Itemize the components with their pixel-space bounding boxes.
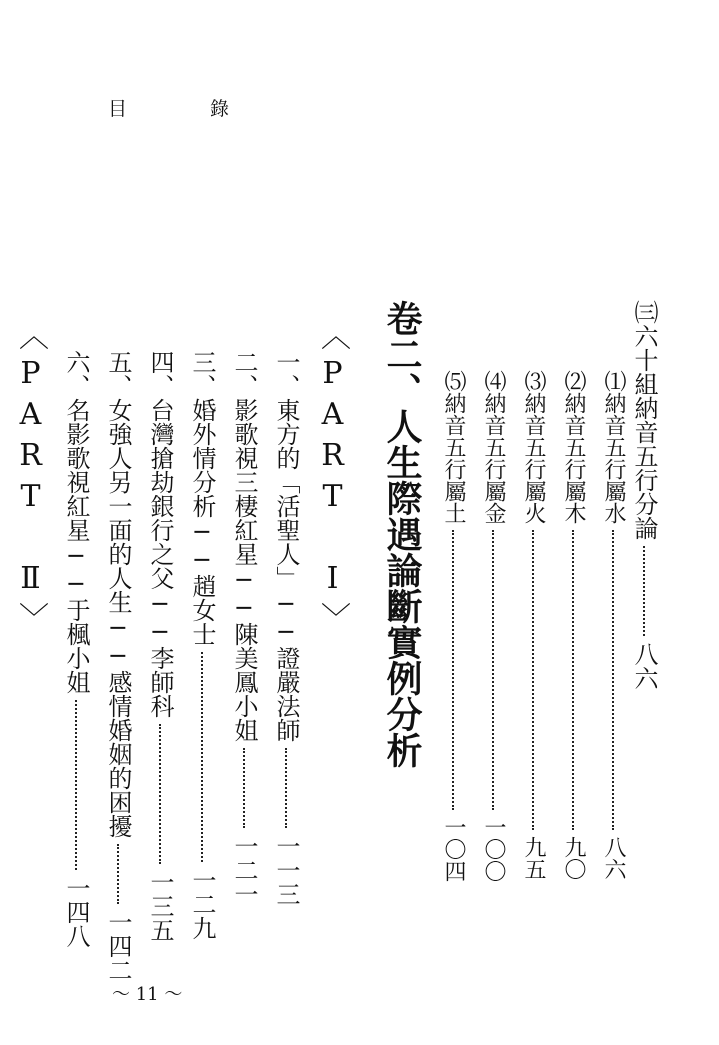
leader-dots xyxy=(243,748,245,828)
leader-dots xyxy=(532,530,534,830)
toc-entry[interactable] xyxy=(186,300,218,940)
toc-entry-page: 一〇〇 xyxy=(481,816,506,882)
toc-entry[interactable] xyxy=(144,300,176,940)
toc-subentry[interactable] xyxy=(438,300,468,940)
table-of-contents xyxy=(13,300,660,982)
toc-entry-label: 二、影歌視三棲紅星──陳美鳳小姐 xyxy=(230,350,258,742)
page-header-title: 目 錄 xyxy=(108,98,262,120)
leader-dots xyxy=(572,530,574,830)
toc-entry-label: ⑷納音五行屬金 xyxy=(481,370,506,524)
toc-subentry[interactable] xyxy=(478,300,508,940)
toc-entry-label: ㈢六十組納音五行分論 xyxy=(630,300,658,540)
leader-dots xyxy=(285,748,287,828)
toc-entry-label: ⑵納音五行屬木 xyxy=(561,370,586,524)
toc-entry-page: 一四二 xyxy=(104,910,132,982)
part-heading xyxy=(312,300,352,638)
leader-dots xyxy=(201,652,203,862)
toc-subentry[interactable] xyxy=(598,300,628,940)
toc-entry-page: 一二一 xyxy=(230,834,258,906)
toc-entry-label: 四、台灣搶劫銀行之父──李師科 xyxy=(146,350,174,718)
toc-subentry[interactable] xyxy=(558,300,588,940)
section-heading xyxy=(376,300,428,820)
leader-dots xyxy=(612,530,614,830)
toc-entry-label: ⑶納音五行屬火 xyxy=(521,370,546,524)
toc-entry-page: 一一三 xyxy=(272,834,300,906)
page-number: ～ 11 ～ xyxy=(112,984,183,1005)
toc-entry-page: 九五 xyxy=(521,836,546,880)
leader-dots xyxy=(159,724,161,864)
toc-entry-page: 一〇四 xyxy=(441,816,466,882)
part-heading-label: 〈PART Ⅱ〉 xyxy=(13,320,48,638)
part-heading xyxy=(10,300,50,638)
toc-entry-page: 一三五 xyxy=(146,870,174,942)
toc-entry-label: 五、女強人另一面的人生──感情婚姻的困擾 xyxy=(104,350,132,838)
toc-entry-label: ⑸納音五行屬土 xyxy=(441,370,466,524)
leader-dots xyxy=(452,530,454,810)
leader-dots xyxy=(643,546,645,636)
section-heading-label: 卷二、人生際遇論斷實例分析 xyxy=(381,300,423,768)
leader-dots xyxy=(117,844,119,904)
toc-entry-label: ⑴納音五行屬水 xyxy=(601,370,626,524)
toc-entry-page: 九〇 xyxy=(561,836,586,880)
toc-entry-page: 八六 xyxy=(630,642,658,690)
toc-entry[interactable] xyxy=(270,300,302,940)
toc-entry-label: 六、名影歌視紅星──于楓小姐 xyxy=(62,350,90,694)
toc-entry-page: 八六 xyxy=(601,836,626,880)
toc-entry[interactable] xyxy=(60,300,92,948)
toc-subentry[interactable] xyxy=(518,300,548,940)
toc-entry-page: 一四八 xyxy=(62,876,90,948)
toc-entry[interactable] xyxy=(102,300,134,982)
leader-dots xyxy=(75,700,77,870)
leader-dots xyxy=(492,530,494,810)
toc-entry[interactable] xyxy=(228,300,260,940)
toc-entry-label: 一、東方的「活聖人」──證嚴法師 xyxy=(272,350,300,742)
toc-entry[interactable] xyxy=(628,300,660,940)
part-heading-label: 〈PART Ⅰ〉 xyxy=(315,320,350,638)
toc-entry-label: 三、婚外情分析──趙女士 xyxy=(188,350,216,646)
toc-entry-page: 一二九 xyxy=(188,868,216,940)
